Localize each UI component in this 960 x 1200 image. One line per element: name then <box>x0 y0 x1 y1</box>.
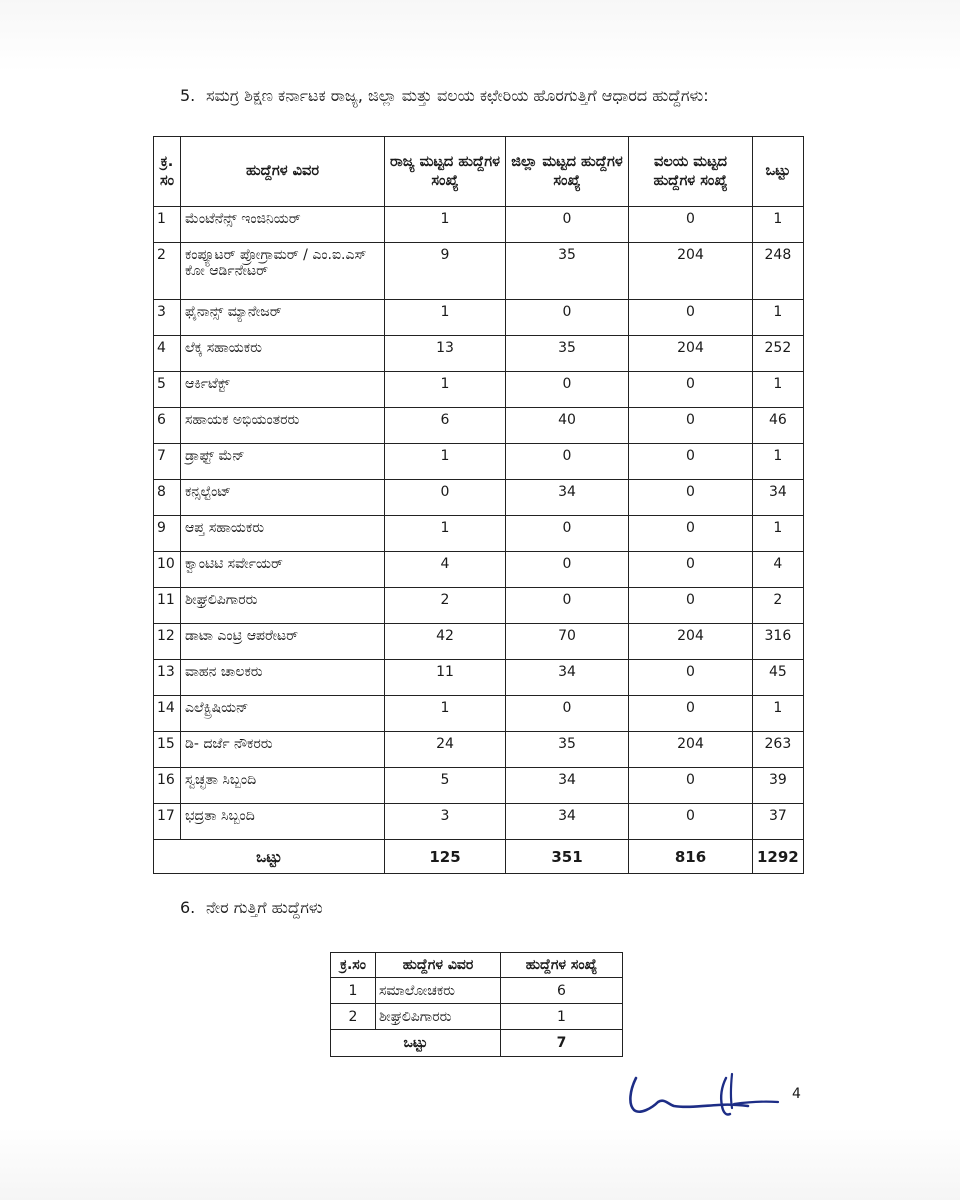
row-sno: 3 <box>154 300 181 336</box>
row-zone-count: 0 <box>629 696 753 732</box>
header-total: ಒಟ್ಟು <box>753 137 804 207</box>
row-zone-count: 0 <box>629 768 753 804</box>
row-zone-count: 0 <box>629 408 753 444</box>
section-5-heading <box>180 84 810 107</box>
row-sno: 13 <box>154 660 181 696</box>
row-zone-count: 0 <box>629 660 753 696</box>
row-sno: 15 <box>154 732 181 768</box>
row-total: 34 <box>753 480 804 516</box>
row-count: 6 <box>501 978 623 1004</box>
row-post-name: ಭದ್ರತಾ ಸಿಬ್ಬಂದಿ <box>181 804 385 840</box>
row-district-count: 70 <box>506 624 629 660</box>
page-number: 4 <box>792 1086 801 1102</box>
row-sno: 16 <box>154 768 181 804</box>
header-sno: ಕ್ರ. ಸಂ <box>154 137 181 207</box>
row-zone-count: 204 <box>629 243 753 300</box>
table-row <box>154 660 804 696</box>
table-row <box>331 1004 623 1030</box>
row-state-count: 13 <box>385 336 506 372</box>
row-post-name: ಡಿ- ದರ್ಜೆ ನೌಕರರು <box>181 732 385 768</box>
row-total: 252 <box>753 336 804 372</box>
row-post-name: ಸ್ವಚ್ಛತಾ ಸಿಬ್ಬಂದಿ <box>181 768 385 804</box>
row-state-count: 11 <box>385 660 506 696</box>
row-state-count: 6 <box>385 408 506 444</box>
row-sno: 11 <box>154 588 181 624</box>
table-header-row <box>154 137 804 207</box>
section-5-title: ಸಮಗ್ರ ಶಿಕ್ಷಣ ಕರ್ನಾಟಕ ರಾಜ್ಯ, ಜಿಲ್ಲಾ ಮತ್ತು ವಲಯ ಕಛೇರಿಯ ಹೊರಗುತ್ತಿಗೆ ಆಧಾರದ ಹುದ್ದೆಗಳು: <box>206 86 709 105</box>
row-post-name: ವಾಹನ ಚಾಲಕರು <box>181 660 385 696</box>
table-row <box>154 408 804 444</box>
row-sno: 6 <box>154 408 181 444</box>
row-state-count: 0 <box>385 480 506 516</box>
row-district-count: 35 <box>506 243 629 300</box>
table-row <box>154 624 804 660</box>
row-state-count: 2 <box>385 588 506 624</box>
row-post-name: ಕಂಪ್ಯೂಟರ್ ಪ್ರೋಗ್ರಾಮರ್ / ಎಂ.ಐ.ಎಸ್ ಕೋ ಆರ್ಡಿನೇಟರ್ <box>181 243 385 300</box>
row-state-count: 24 <box>385 732 506 768</box>
row-zone-count: 0 <box>629 444 753 480</box>
row-district-count: 34 <box>506 660 629 696</box>
row-post-name: ಎಲೆಕ್ಟ್ರಿಷಿಯನ್ <box>181 696 385 732</box>
row-post-name: ಡ್ರಾಫ್ಟ್ ಮೆನ್ <box>181 444 385 480</box>
direct-contract-posts-table <box>330 952 623 1057</box>
row-sno: 4 <box>154 336 181 372</box>
header-details: ಹುದ್ದೆಗಳ ವಿವರ <box>181 137 385 207</box>
row-zone-count: 0 <box>629 480 753 516</box>
row-sno: 1 <box>154 207 181 243</box>
row-zone-count: 0 <box>629 588 753 624</box>
total-row <box>331 1030 623 1057</box>
signature-icon <box>622 1068 792 1128</box>
row-post-name: ಸಮಾಲೋಚಕರು <box>376 978 501 1004</box>
row-district-count: 34 <box>506 480 629 516</box>
total-row <box>154 840 804 874</box>
total-total: 1292 <box>753 840 804 874</box>
row-post-name: ಲೆಕ್ಕ ಸಹಾಯಕರು <box>181 336 385 372</box>
row-state-count: 1 <box>385 372 506 408</box>
row-state-count: 4 <box>385 552 506 588</box>
row-total: 4 <box>753 552 804 588</box>
row-sno: 7 <box>154 444 181 480</box>
row-sno: 14 <box>154 696 181 732</box>
row-zone-count: 204 <box>629 624 753 660</box>
section-6-title: ನೇರ ಗುತ್ತಿಗೆ ಹುದ್ದೆಗಳು <box>206 898 323 917</box>
row-zone-count: 0 <box>629 516 753 552</box>
row-sno: 5 <box>154 372 181 408</box>
row-zone-count: 204 <box>629 336 753 372</box>
row-total: 39 <box>753 768 804 804</box>
row-state-count: 1 <box>385 516 506 552</box>
row-district-count: 0 <box>506 552 629 588</box>
row-state-count: 1 <box>385 300 506 336</box>
header-details: ಹುದ್ದೆಗಳ ವಿವರ <box>376 953 501 978</box>
row-district-count: 0 <box>506 300 629 336</box>
total-label: ಒಟ್ಟು <box>154 840 385 874</box>
row-zone-count: 0 <box>629 372 753 408</box>
row-sno: 8 <box>154 480 181 516</box>
total-count: 7 <box>501 1030 623 1057</box>
row-post-name: ಕನ್ಸಲ್ಟೆಂಟ್ <box>181 480 385 516</box>
section-6-number: 6. <box>180 898 196 917</box>
row-total: 46 <box>753 408 804 444</box>
row-district-count: 0 <box>506 372 629 408</box>
row-total: 316 <box>753 624 804 660</box>
row-zone-count: 0 <box>629 552 753 588</box>
section-5-number: 5. <box>180 86 196 105</box>
row-total: 1 <box>753 516 804 552</box>
table-row <box>154 732 804 768</box>
row-total: 2 <box>753 588 804 624</box>
total-state: 125 <box>385 840 506 874</box>
total-district: 351 <box>506 840 629 874</box>
row-total: 1 <box>753 444 804 480</box>
table-row <box>154 336 804 372</box>
row-sno: 17 <box>154 804 181 840</box>
row-district-count: 0 <box>506 516 629 552</box>
table-row <box>154 552 804 588</box>
table-row <box>154 804 804 840</box>
row-state-count: 9 <box>385 243 506 300</box>
row-sno: 1 <box>331 978 376 1004</box>
row-district-count: 0 <box>506 696 629 732</box>
table-row <box>154 207 804 243</box>
row-sno: 2 <box>154 243 181 300</box>
row-district-count: 40 <box>506 408 629 444</box>
row-district-count: 35 <box>506 336 629 372</box>
row-post-name: ಆರ್ಕಿಟೆಕ್ಟ್ <box>181 372 385 408</box>
table-row <box>154 480 804 516</box>
row-post-name: ಶೀಘ್ರಲಿಪಿಗಾರರು <box>376 1004 501 1030</box>
header-district: ಜಿಲ್ಲಾ ಮಟ್ಟದ ಹುದ್ದೆಗಳ ಸಂಖ್ಯೆ <box>506 137 629 207</box>
row-post-name: ಮೆಂಟೆನೆನ್ಸ್ ಇಂಜಿನಿಯರ್ <box>181 207 385 243</box>
table-row <box>154 300 804 336</box>
row-sno: 12 <box>154 624 181 660</box>
table-row <box>154 588 804 624</box>
row-post-name: ಶೀಘ್ರಲಿಪಿಗಾರರು <box>181 588 385 624</box>
row-sno: 10 <box>154 552 181 588</box>
row-total: 248 <box>753 243 804 300</box>
row-state-count: 1 <box>385 207 506 243</box>
header-state: ರಾಜ್ಯ ಮಟ್ಟದ ಹುದ್ದೆಗಳ ಸಂಖ್ಯೆ <box>385 137 506 207</box>
table-row <box>331 978 623 1004</box>
total-zone: 816 <box>629 840 753 874</box>
row-district-count: 0 <box>506 444 629 480</box>
total-label: ಒಟ್ಟು <box>331 1030 501 1057</box>
row-district-count: 0 <box>506 588 629 624</box>
row-post-name: ಸಹಾಯಕ ಅಭಿಯಂತರರು <box>181 408 385 444</box>
row-total: 1 <box>753 696 804 732</box>
row-zone-count: 204 <box>629 732 753 768</box>
row-state-count: 1 <box>385 696 506 732</box>
section-6-heading <box>180 898 323 918</box>
table-row <box>154 696 804 732</box>
row-sno: 9 <box>154 516 181 552</box>
row-total: 45 <box>753 660 804 696</box>
row-total: 1 <box>753 300 804 336</box>
row-post-name: ಫೈನಾನ್ಸ್ ಮ್ಯಾನೇಜರ್ <box>181 300 385 336</box>
row-state-count: 42 <box>385 624 506 660</box>
table-row <box>154 243 804 300</box>
row-district-count: 34 <box>506 804 629 840</box>
row-zone-count: 0 <box>629 300 753 336</box>
row-count: 1 <box>501 1004 623 1030</box>
row-total: 1 <box>753 207 804 243</box>
row-post-name: ಡಾಟಾ ಎಂಟ್ರಿ ಆಪರೇಟರ್ <box>181 624 385 660</box>
row-district-count: 35 <box>506 732 629 768</box>
table-header-row <box>331 953 623 978</box>
row-total: 1 <box>753 372 804 408</box>
table-row <box>154 444 804 480</box>
row-district-count: 0 <box>506 207 629 243</box>
header-sno: ಕ್ರ.ಸಂ <box>331 953 376 978</box>
table-row <box>154 768 804 804</box>
row-zone-count: 0 <box>629 804 753 840</box>
row-state-count: 1 <box>385 444 506 480</box>
table-row <box>154 372 804 408</box>
row-post-name: ಕ್ವಾಂಟಿಟಿ ಸರ್ವೇಯರ್ <box>181 552 385 588</box>
header-count: ಹುದ್ದೆಗಳ ಸಂಖ್ಯೆ <box>501 953 623 978</box>
row-state-count: 3 <box>385 804 506 840</box>
table-row <box>154 516 804 552</box>
row-total: 37 <box>753 804 804 840</box>
row-post-name: ಆಪ್ತ ಸಹಾಯಕರು <box>181 516 385 552</box>
row-zone-count: 0 <box>629 207 753 243</box>
outsourced-posts-table <box>153 136 804 874</box>
row-district-count: 34 <box>506 768 629 804</box>
row-total: 263 <box>753 732 804 768</box>
row-sno: 2 <box>331 1004 376 1030</box>
header-zone: ವಲಯ ಮಟ್ಟದ ಹುದ್ದೆಗಳ ಸಂಖ್ಯೆ <box>629 137 753 207</box>
row-state-count: 5 <box>385 768 506 804</box>
